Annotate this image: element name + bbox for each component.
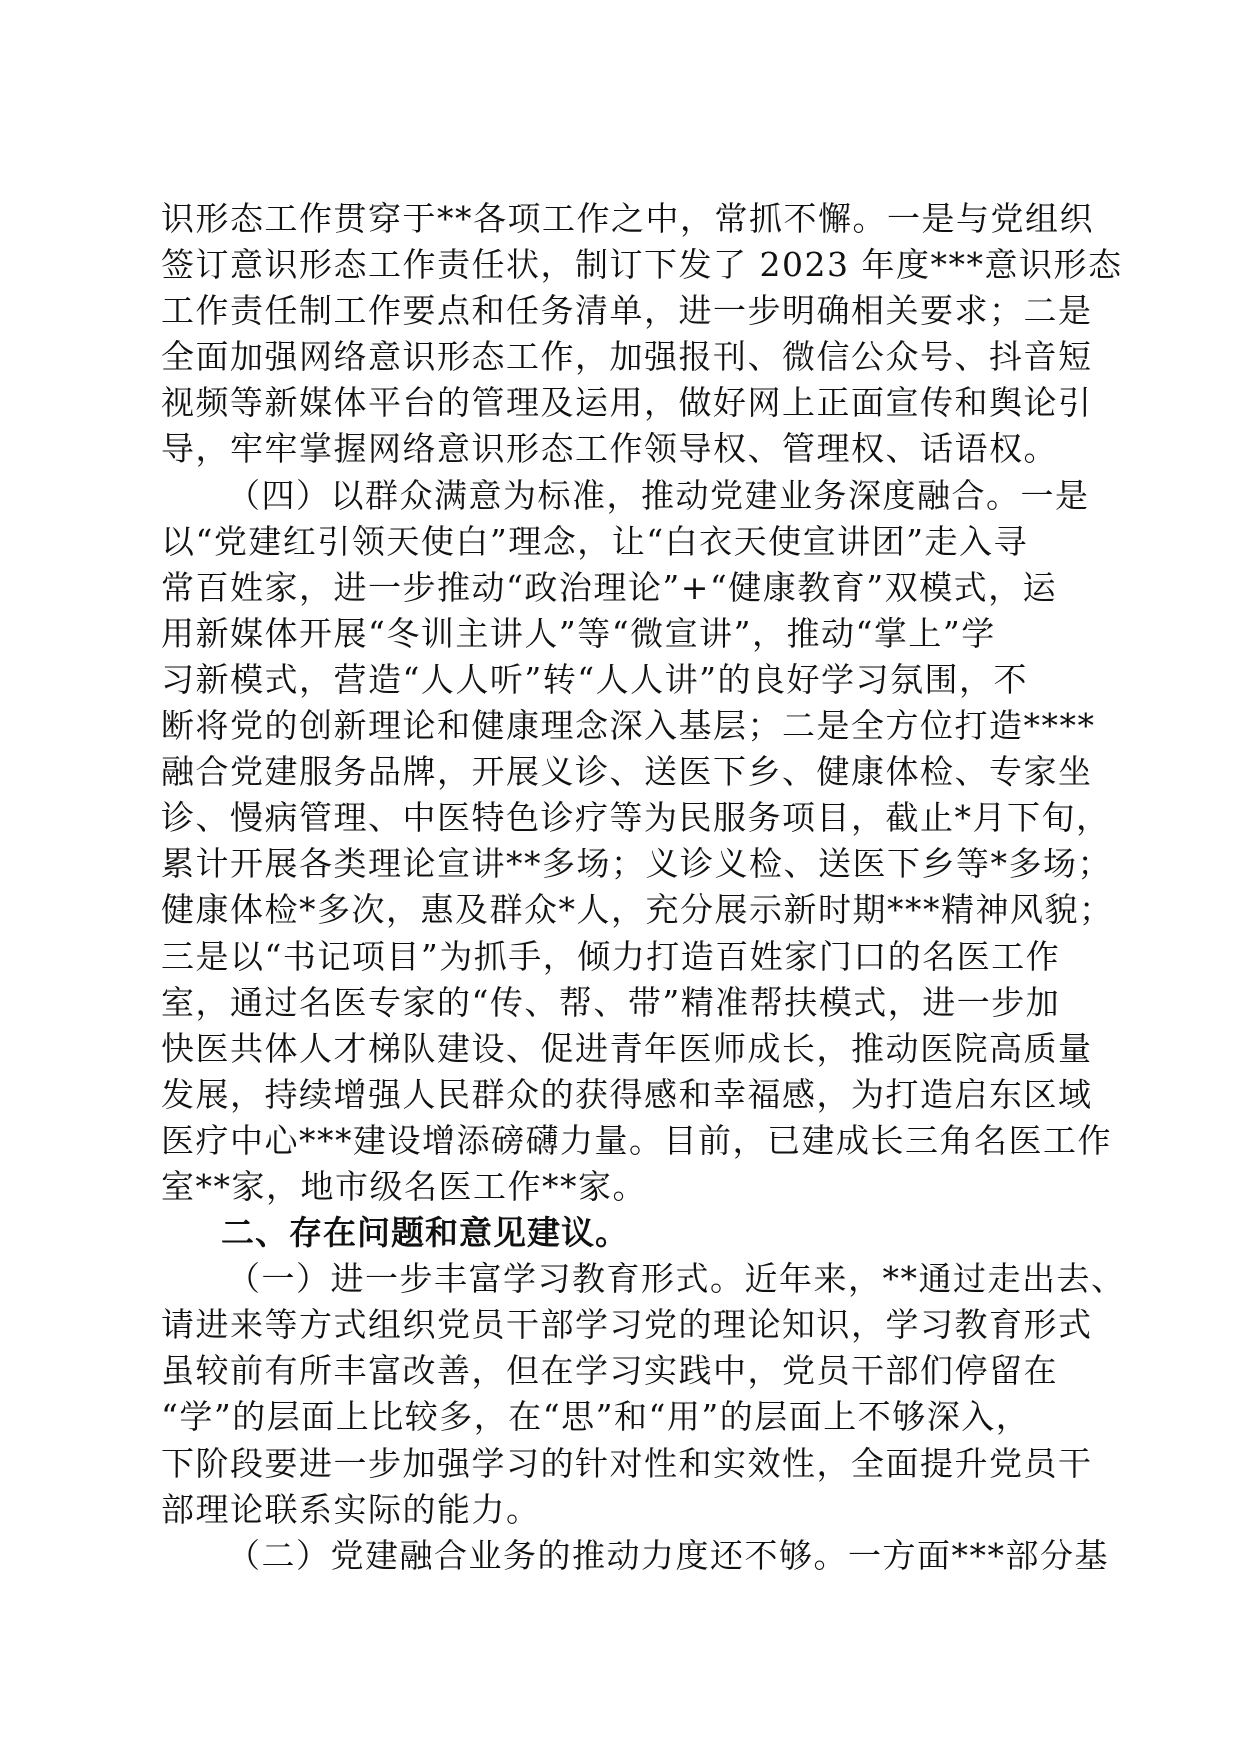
- text-line: 工作责任制工作要点和任务清单，进一步明确相关要求；二是: [161, 291, 1093, 331]
- text-line: 习新模式，营造“人人听”转“人人讲”的良好学习氛围，不: [161, 659, 1028, 699]
- text-line: 全面加强网络意识形态工作，加强报刊、微信公众号、抖音短: [161, 337, 1093, 377]
- text-line: 融合党建服务品牌，开展义诊、送医下乡、健康体检、专家坐: [161, 752, 1093, 792]
- text-line: 快医共体人才梯队建设、促进青年医师成长，推动医院高质量: [161, 1028, 1093, 1068]
- text-line: 部理论联系实际的能力。: [161, 1489, 541, 1529]
- text-line: 健康体检*多次，惠及群众*人，充分展示新时期***精神风貌；: [161, 890, 1114, 930]
- text-line: 识形态工作贯穿于**各项工作之中，常抓不懈。一是与党组织: [161, 199, 1094, 238]
- paragraph-start-line: （二）党建融合业务的推动力度还不够。一方面***部分基: [227, 1535, 1109, 1575]
- text-line: 断将党的创新理论和健康理念深入基层；二是全方位打造****: [161, 706, 1096, 746]
- text-line: 医疗中心***建设增添磅礴力量。目前，已建成长三角名医工作: [161, 1120, 1112, 1160]
- text-line: 室**家，地市级名医工作**家。: [161, 1166, 647, 1206]
- text-line: 室，通过名医专家的“传、帮、带”精准帮扶模式，进一步加: [161, 982, 1061, 1022]
- section-heading: 二、存在问题和意见建议。: [221, 1213, 629, 1253]
- paragraph-start-line: （一）进一步丰富学习教育形式。近年来，**通过走出去、: [227, 1259, 1126, 1299]
- text-line: 下阶段要进一步加强学习的针对性和实效性，全面提升党员干: [161, 1443, 1093, 1483]
- text-line: 以“党建红引领天使白”理念，让“白衣天使宣讲团”走入寻: [161, 521, 1028, 561]
- text-line: “学”的层面上比较多，在“思”和“用”的层面上不够深入，: [161, 1397, 1031, 1437]
- text-line: 常百姓家，进一步推动“政治理论”+“健康教育”双模式，运: [161, 567, 1058, 607]
- text-line: 签订意识形态工作责任状，制订下发了 2023 年度***意识形态: [161, 245, 1123, 285]
- paragraph-start-line: （四）以群众满意为标准，推动党建业务深度融合。一是: [227, 475, 1090, 515]
- text-line: 虽较前有所丰富改善，但在学习实践中，党员干部们停留在: [161, 1351, 1058, 1391]
- text-line: 诊、慢病管理、中医特色诊疗等为民服务项目，截止*月下旬，: [161, 798, 1111, 838]
- text-line: 发展，持续增强人民群众的获得感和幸福感，为打造启东区域: [161, 1074, 1093, 1114]
- text-line: 视频等新媒体平台的管理及运用，做好网上正面宣传和舆论引: [161, 383, 1093, 423]
- text-line: 请进来等方式组织党员干部学习党的理论知识，学习教育形式: [161, 1305, 1093, 1345]
- text-line: 累计开展各类理论宣讲**多场；义诊义检、送医下乡等*多场；: [161, 844, 1112, 884]
- text-line: 三是以“书记项目”为抓手，倾力打造百姓家门口的名医工作: [161, 936, 1061, 976]
- document-body: [161, 196, 1126, 1579]
- text-line: 用新媒体开展“冬训主讲人”等“微宣讲”，推动“掌上”学: [161, 613, 996, 653]
- text-line: 导，牢牢掌握网络意识形态工作领导权、管理权、话语权。: [161, 429, 1058, 469]
